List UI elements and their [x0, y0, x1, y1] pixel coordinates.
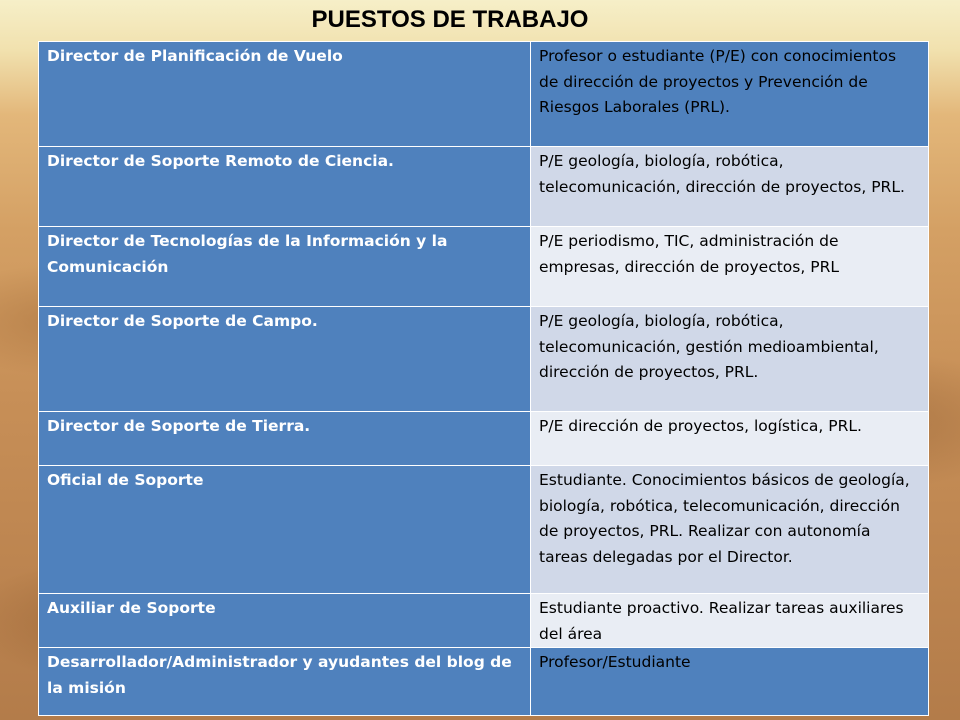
role-cell: Oficial de Soporte	[39, 466, 531, 594]
table-row	[39, 412, 929, 466]
table-row	[39, 307, 929, 412]
table-row	[39, 594, 929, 648]
role-cell: Director de Tecnologías de la Información y la Comunicación	[39, 227, 531, 307]
table-row	[39, 648, 929, 716]
requirements-cell: P/E geología, biología, robótica, telecomunicación, gestión medioambiental, dirección de proyectos, PRL.	[531, 307, 929, 412]
role-cell: Director de Soporte de Campo.	[39, 307, 531, 412]
table-row	[39, 227, 929, 307]
requirements-cell: Estudiante. Conocimientos básicos de geología, biología, robótica, telecomunicación, dirección de proyectos, PRL. Realizar con autonomía tareas delegadas por el Director.	[531, 466, 929, 594]
role-cell: Director de Soporte de Tierra.	[39, 412, 531, 466]
requirements-cell: Estudiante proactivo. Realizar tareas auxiliares del área	[531, 594, 929, 648]
table-row	[39, 466, 929, 594]
table-row	[39, 42, 929, 147]
jobs-table	[38, 41, 929, 716]
requirements-cell: Profesor o estudiante (P/E) con conocimientos de dirección de proyectos y Prevención de Riesgos Laborales (PRL).	[531, 42, 929, 147]
requirements-cell: P/E dirección de proyectos, logística, PRL.	[531, 412, 929, 466]
page-title: PUESTOS DE TRABAJO	[311, 6, 589, 33]
role-cell: Director de Soporte Remoto de Ciencia.	[39, 147, 531, 227]
table-row	[39, 147, 929, 227]
requirements-cell: P/E geología, biología, robótica, telecomunicación, dirección de proyectos, PRL.	[531, 147, 929, 227]
requirements-cell: Profesor/Estudiante	[531, 648, 929, 716]
requirements-cell: P/E periodismo, TIC, administración de empresas, dirección de proyectos, PRL	[531, 227, 929, 307]
role-cell: Desarrollador/Administrador y ayudantes del blog de la misión	[39, 648, 531, 716]
role-cell: Director de Planificación de Vuelo	[39, 42, 531, 147]
role-cell: Auxiliar de Soporte	[39, 594, 531, 648]
